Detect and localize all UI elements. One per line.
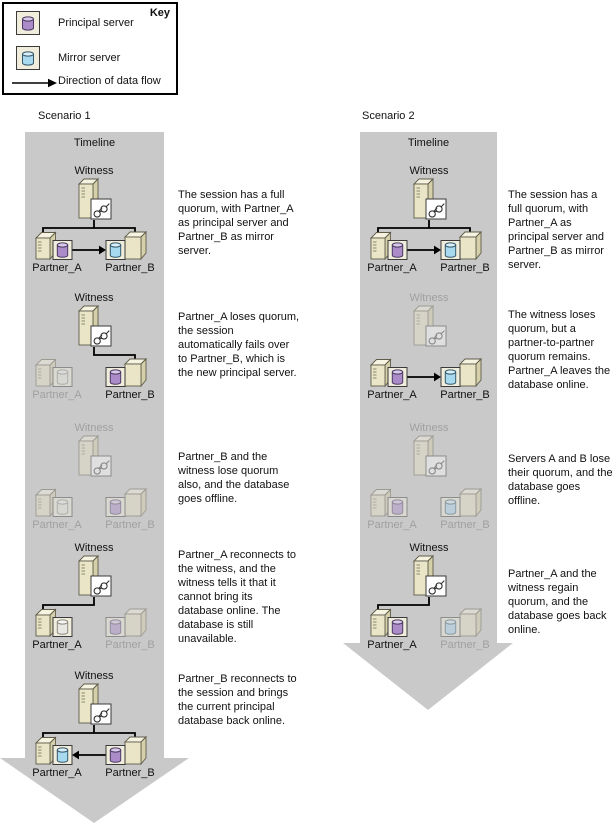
partner-a-label: Partner_A bbox=[367, 262, 417, 274]
partner-a-server-icon bbox=[35, 608, 75, 638]
partner-b-label: Partner_B bbox=[105, 639, 155, 651]
legend-label-principal: Principal server bbox=[58, 17, 134, 29]
partner-b-label: Partner_B bbox=[105, 389, 155, 401]
scenario-2-stage-4 bbox=[360, 542, 499, 654]
stage-description: Partner_A reconnects to the witness, and the witness tells it that it cannot bring its database online. The database is still unavailable. bbox=[178, 549, 297, 645]
witness-label: Witness bbox=[74, 542, 114, 554]
witness-server-icon bbox=[76, 683, 112, 729]
partner-a-label: Partner_A bbox=[32, 639, 82, 651]
partner-a-server-icon bbox=[35, 736, 75, 766]
scenario-1-stage-4 bbox=[25, 542, 164, 654]
partner-b-label: Partner_B bbox=[440, 639, 490, 651]
mirror-server-icon bbox=[16, 46, 40, 75]
legend-label-dataflow: Direction of data flow bbox=[58, 75, 161, 87]
partner-a-label: Partner_A bbox=[367, 389, 417, 401]
stage-description: The witness loses quorum, but a partner-to-partner quorum remains. Partner_A leaves the database online. bbox=[508, 309, 611, 391]
witness-server-icon bbox=[411, 178, 447, 224]
stage-description: Partner_B reconnects to the session and brings the current principal database back online. bbox=[178, 673, 297, 727]
partner-b-label: Partner_B bbox=[105, 519, 155, 531]
witness-label: Witness bbox=[409, 292, 449, 304]
stage-description: The session has a full quorum, with Partner_A as principal server and Partner_B as mirror server. bbox=[508, 189, 604, 271]
partner-a-label: Partner_A bbox=[367, 639, 417, 651]
legend-title: Key bbox=[149, 7, 170, 19]
witness-label: Witness bbox=[74, 422, 114, 434]
scenario-1-stage-5 bbox=[25, 670, 164, 782]
witness-label: Witness bbox=[74, 165, 114, 177]
partner-b-label: Partner_B bbox=[440, 389, 490, 401]
witness-label: Witness bbox=[409, 422, 449, 434]
partner-b-server-icon bbox=[105, 608, 147, 638]
witness-server-icon bbox=[411, 305, 447, 351]
partner-b-server-icon bbox=[440, 358, 482, 388]
partner-b-label: Partner_B bbox=[440, 262, 490, 274]
witness-label: Witness bbox=[409, 165, 449, 177]
scenario-1-stage-1 bbox=[25, 165, 164, 277]
witness-server-icon bbox=[76, 555, 112, 601]
partner-a-label: Partner_A bbox=[32, 767, 82, 779]
stage-description: The session has a full quorum, with Partner_A as principal server and Partner_B as mirror server. bbox=[178, 189, 293, 257]
partner-b-label: Partner_B bbox=[105, 767, 155, 779]
legend-label-mirror: Mirror server bbox=[58, 52, 121, 64]
partner-b-server-icon bbox=[105, 231, 147, 261]
stage-description: Servers A and B lose their quorum, and the database goes offline. bbox=[508, 453, 613, 507]
partner-b-server-icon bbox=[440, 231, 482, 261]
partner-a-label: Partner_A bbox=[367, 519, 417, 531]
partner-b-server-icon bbox=[105, 358, 147, 388]
stage-description: Partner_B and the witness lose quorum also, and the database goes offline. bbox=[178, 451, 290, 505]
partner-a-label: Partner_A bbox=[32, 389, 82, 401]
scenario-2-timeline-label: Timeline bbox=[407, 137, 450, 149]
data-flow-arrow-icon bbox=[10, 76, 60, 95]
witness-server-icon bbox=[76, 305, 112, 351]
scenario-1-stage-2 bbox=[25, 292, 164, 404]
partner-a-label: Partner_A bbox=[32, 519, 82, 531]
partner-a-server-icon bbox=[35, 231, 75, 261]
partner-a-server-icon bbox=[370, 608, 410, 638]
scenario-2-stage-1 bbox=[360, 165, 499, 277]
partner-b-label: Partner_B bbox=[440, 519, 490, 531]
witness-server-icon bbox=[76, 435, 112, 481]
witness-server-icon bbox=[76, 178, 112, 224]
partner-b-server-icon bbox=[440, 608, 482, 638]
witness-label: Witness bbox=[74, 292, 114, 304]
witness-server-icon bbox=[411, 555, 447, 601]
partner-b-server-icon bbox=[440, 488, 482, 518]
witness-server-icon bbox=[411, 435, 447, 481]
scenario-1-stage-3 bbox=[25, 422, 164, 534]
stage-description: Partner_A and the witness regain quorum, and the database goes back online. bbox=[508, 568, 607, 636]
principal-server-icon bbox=[16, 11, 40, 40]
stage-description: Partner_A loses quorum, the session automatically fails over to Partner_B, which is the new principal server. bbox=[178, 311, 300, 379]
scenario-2-title: Scenario 2 bbox=[362, 110, 415, 122]
witness-label: Witness bbox=[74, 670, 114, 682]
partner-b-server-icon bbox=[105, 488, 147, 518]
partner-a-label: Partner_A bbox=[32, 262, 82, 274]
scenario-1-title: Scenario 1 bbox=[38, 110, 91, 122]
partner-a-server-icon bbox=[35, 358, 75, 388]
partner-b-label: Partner_B bbox=[105, 262, 155, 274]
partner-a-server-icon bbox=[370, 488, 410, 518]
partner-a-server-icon bbox=[370, 231, 410, 261]
scenario-2-stage-2 bbox=[360, 292, 499, 404]
scenario-2-stage-3 bbox=[360, 422, 499, 534]
partner-b-server-icon bbox=[105, 736, 147, 766]
legend bbox=[2, 2, 178, 95]
partner-a-server-icon bbox=[370, 358, 410, 388]
scenario-1-timeline-label: Timeline bbox=[73, 137, 116, 149]
witness-label: Witness bbox=[409, 542, 449, 554]
partner-a-server-icon bbox=[35, 488, 75, 518]
